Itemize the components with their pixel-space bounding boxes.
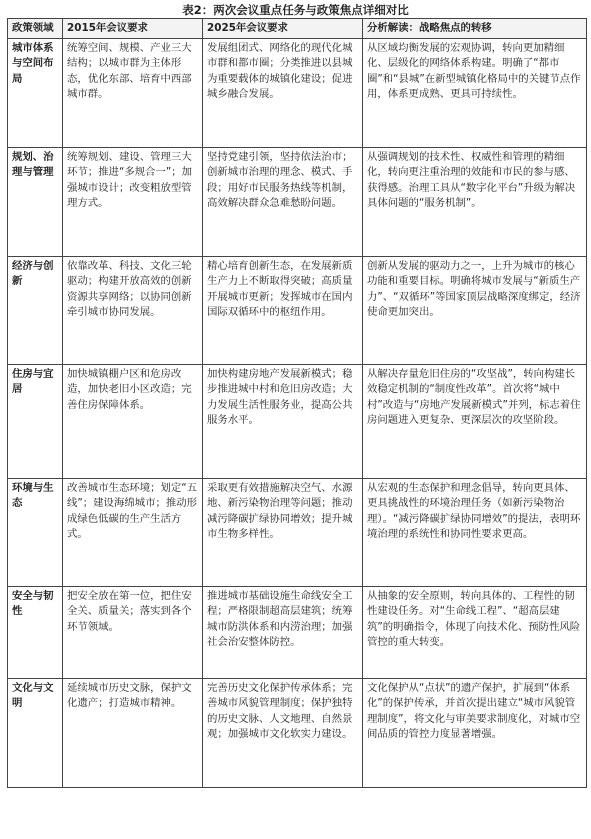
row-2025: 采取更有效措施解决空气、水源地、新污染物治理等问题；推动减污降碳扩绿协同增效；提升城市生物多样性。: [203, 479, 363, 587]
row-2015: 把安全放在第一位，把住安全关、质量关；落实到各个环节领域。: [63, 587, 203, 679]
header-row: [8, 19, 587, 39]
table-title: 表2：两次会议重点任务与政策焦点详细对比: [182, 3, 409, 17]
table-body: [8, 39, 587, 788]
table-row: [8, 39, 587, 148]
row-2025: 坚持党建引领，坚持依法治市；创新城市治理的理念、模式、手段；用好市民服务热线等机制，高效解决群众急难愁盼问题。: [203, 148, 363, 257]
row-2015: 延续城市历史文脉，保护文化遗产；打造城市精神。: [63, 679, 203, 788]
row-2015: 改善城市生态环境；划定“五线”；建设海绵城市；推动形成绿色低碳的生产生活方式。: [63, 479, 203, 587]
row-2015: 统筹规划、建设、管理三大环节；推进“多规合一”；加强城市设计；改变粗放型管理方式。: [63, 148, 203, 257]
row-2025: 完善历史文化保护传承体系；完善城市风貌管理制度；保护独特的历史文脉、人文地理、自然景观；加强城市文化软实力建设。: [203, 679, 363, 788]
header-analysis: 分析解读：战略焦点的转移: [363, 19, 587, 39]
row-2015: 依靠改革、科技、文化三轮驱动；构建开放高效的创新资源共享网络；以协同创新牵引城市协同发展。: [63, 257, 203, 365]
header-2015-requirements: 2015年会议要求: [63, 19, 203, 39]
row-analysis: 从区域均衡发展的宏观协调，转向更加精细化、层级化的网络体系构建。明确了“都市圈”和“县城”在新型城镇化格局中的关键节点作用，体系更成熟、更具可持续性。: [363, 39, 587, 148]
row-2025: 发展组团式、网络化的现代化城市群和都市圈；分类推进以县城为重要载体的城镇化建设；促进城乡融合发展。: [203, 39, 363, 148]
row-domain: 经济与创新: [8, 257, 63, 365]
row-analysis: 从宏观的生态保护和理念倡导，转向更具体、更具挑战性的环境治理任务（如新污染物治理）。“减污降碳扩绿协同增效”的提法，表明环境治理的系统性和协同性要求更高。: [363, 479, 587, 587]
row-2015: 统筹空间、规模、产业三大结构；以城市群为主体形态，优化东部、培育中西部城市群。: [63, 39, 203, 148]
table-row: [8, 479, 587, 587]
row-2025: 精心培育创新生态，在发展新质生产力上不断取得突破；高质量开展城市更新；发挥城市在国内国际双循环中的枢纽作用。: [203, 257, 363, 365]
header-policy-domain: 政策领域: [8, 19, 63, 39]
row-domain: 环境与生态: [8, 479, 63, 587]
table-header: [8, 19, 587, 39]
row-analysis: 创新从发展的驱动力之一，上升为城市的核心功能和重要目标。明确将城市发展与“新质生产力”、“双循环”等国家顶层战略深度绑定，经济使命更加突出。: [363, 257, 587, 365]
row-domain: 文化与文明: [8, 679, 63, 788]
table-row: [8, 257, 587, 365]
table-row: [8, 679, 587, 788]
row-analysis: 从强调规划的技术性、权威性和管理的精细化，转向更注重治理的效能和市民的参与感、获得感。治理工具从“数字化平台”升级为解决具体问题的“服务机制”。: [363, 148, 587, 257]
header-2025-requirements: 2025年会议要求: [203, 19, 363, 39]
row-2025: 推进城市基础设施生命线安全工程；严格限制超高层建筑；统筹城市防洪体系和内涝治理；加强社会治安整体防控。: [203, 587, 363, 679]
table-row: [8, 148, 587, 257]
row-domain: 安全与韧性: [8, 587, 63, 679]
row-domain: 城市体系与空间布局: [8, 39, 63, 148]
table-row: [8, 587, 587, 679]
comparison-table: [7, 18, 587, 788]
row-analysis: 文化保护从“点状”的遗产保护，扩展到“体系化”的保护传承，并首次提出建立“城市风貌管理制度”，将文化与审美要求制度化，对城市空间品质的管控力度显著增强。: [363, 679, 587, 788]
table-row: [8, 365, 587, 479]
row-2025: 加快构建房地产发展新模式；稳步推进城中村和危旧房改造；大力发展生活性服务业，提高公共服务水平。: [203, 365, 363, 479]
row-2015: 加快城镇棚户区和危房改造，加快老旧小区改造；完善住房保障体系。: [63, 365, 203, 479]
row-analysis: 从抽象的安全原则，转向具体的、工程性的韧性建设任务。对“生命线工程”、“超高层建筑”的明确指令，体现了向技术化、预防性风险管控的重大转变。: [363, 587, 587, 679]
row-domain: 规划、治理与管理: [8, 148, 63, 257]
row-domain: 住房与宜居: [8, 365, 63, 479]
row-analysis: 从解决存量危旧住房的“攻坚战”，转向构建长效稳定机制的“制度性改革”。首次将“城中村”改造与“房地产发展新模式”并列，标志着住房问题进入更复杂、更深层次的攻坚阶段。: [363, 365, 587, 479]
